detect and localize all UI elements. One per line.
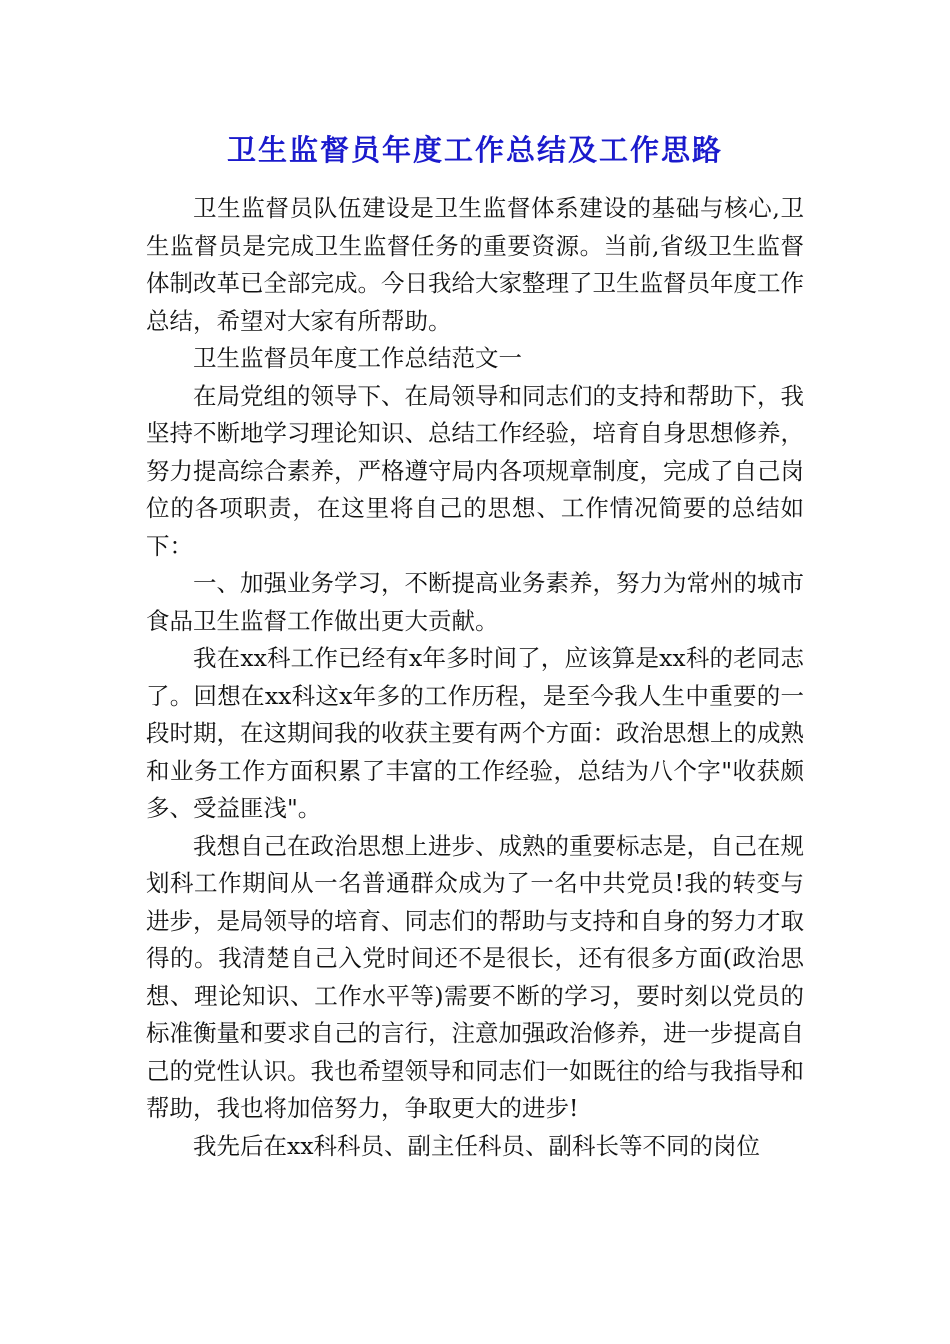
document-body: [146, 190, 804, 1165]
paragraph-positions: 我先后在xx科科员、副主任科员、副科长等不同的岗位: [193, 1131, 761, 1160]
paragraph-sample-heading: 卫生监督员年度工作总结范文一: [193, 344, 522, 372]
document-title: 卫生监督员年度工作总结及工作思路: [226, 133, 723, 167]
paragraph-section-one-heading: 一、加强业务学习，不断提高业务素养，努力为常州的城市食品卫生监督工作做出更大贡献。: [146, 569, 804, 635]
paragraph-political-progress: 我想自己在政治思想上进步、成熟的重要标志是，自己在规划科工作期间从一名普通群众成为了一名中共党员!我的转变与进步，是局领导的培育、同志们的帮助与支持和自身的努力才取得的。我清楚自己入党时间还不是很长，还有很多方面(政治思想、理论知识、工作水平等)需要不断的学习，要时刻以党员的标准衡量和要求自己的言行，注意加强政治修养，进一步提高自己的党性认识。我也希望领导和同志们一如既往的给与我指导和帮助，我也将加倍努力，争取更大的进步!: [146, 831, 804, 1122]
paragraph-summary-opening: 在局党组的领导下、在局领导和同志们的支持和帮助下，我坚持不断地学习理论知识、总结工作经验，培育自身思想修养，努力提高综合素养，严格遵守局内各项规章制度，完成了自己岗位的各项职责，在这里将自己的思想、工作情况简要的总结如下：: [146, 381, 804, 560]
paragraph-intro: 卫生监督员队伍建设是卫生监督体系建设的基础与核心,卫生监督员是完成卫生监督任务的重要资源。当前,省级卫生监督体制改革已全部完成。今日我给大家整理了卫生监督员年度工作总结，希望对大家有所帮助。: [146, 194, 804, 335]
paragraph-work-history: 我在xx科工作已经有x年多时间了，应该算是xx科的老同志了。回想在xx科这x年多的工作历程，是至今我人生中重要的一段时期，在这期间我的收获主要有两个方面：政治思想上的成熟和业务工作方面积累了丰富的工作经验，总结为八个字"收获颇多、受益匪浅"。: [146, 644, 804, 822]
